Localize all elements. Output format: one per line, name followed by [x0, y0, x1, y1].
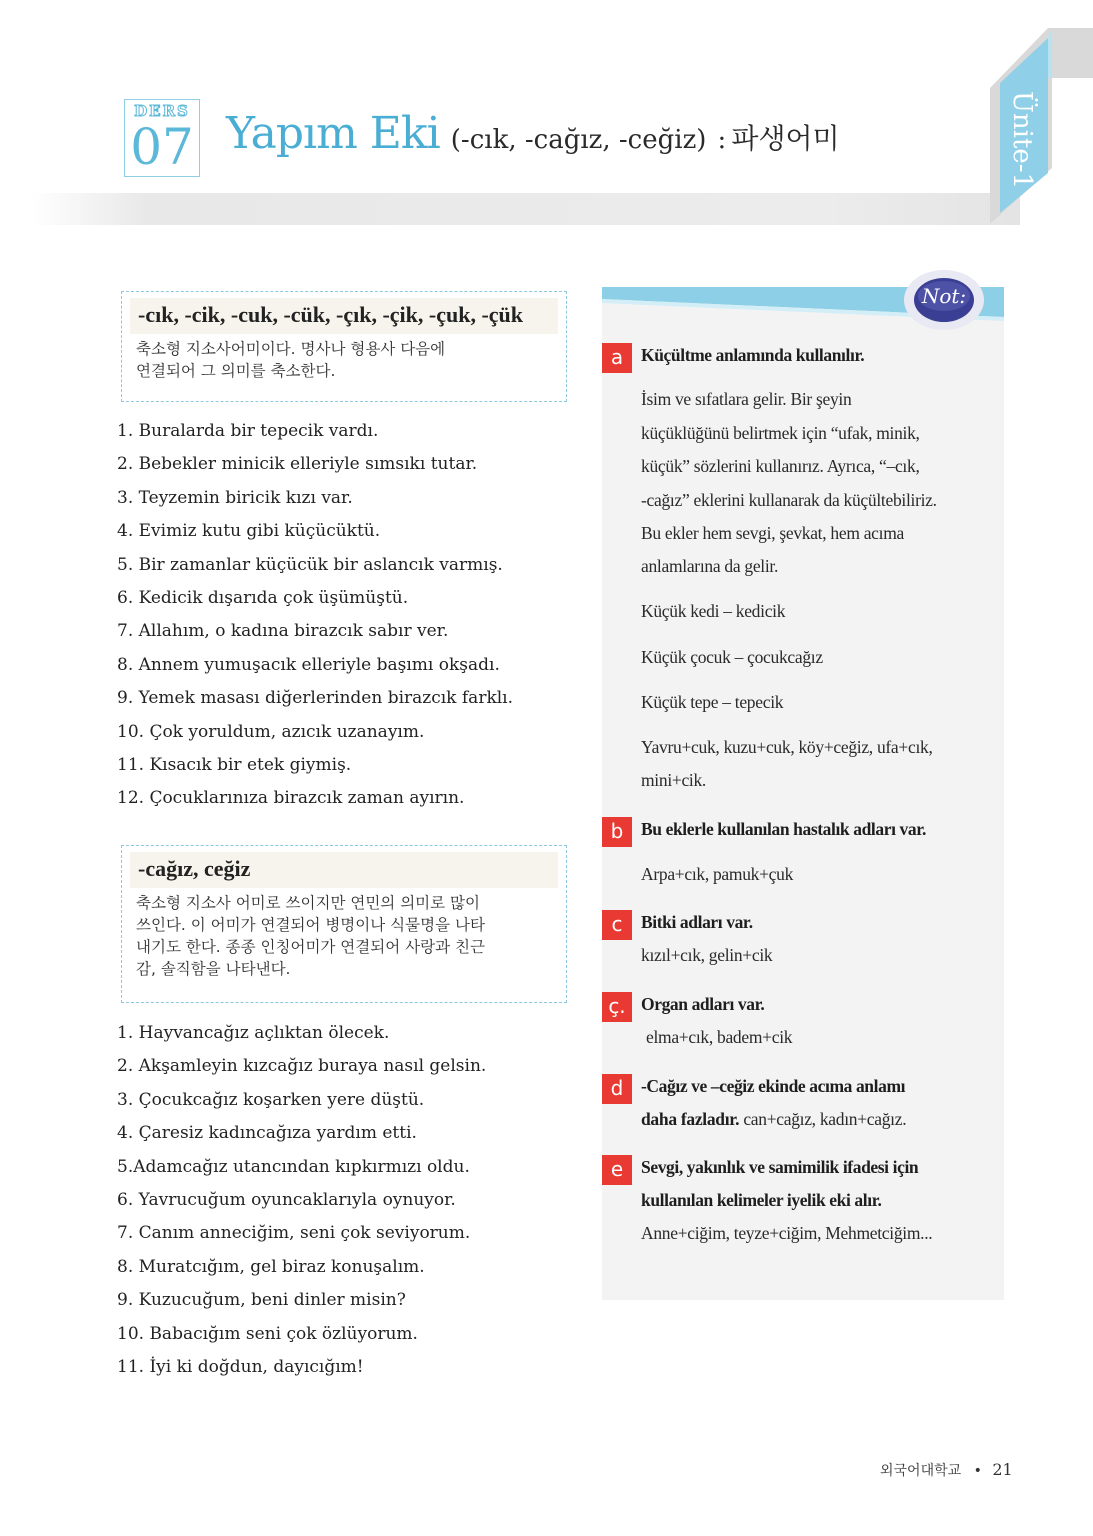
note-line: Bu ekler hem sevgi, şevkat, hem acıma: [641, 523, 904, 543]
lesson-badge: [124, 99, 200, 177]
note-marker-c-cedilla: ç.: [602, 992, 632, 1022]
example-item: 4. Evimiz kutu gibi küçücüktü.: [117, 521, 381, 542]
note-example: Arpa+cık, pamuk+çuk: [641, 864, 794, 884]
title-korean: 파생어미: [731, 122, 840, 155]
rule-desc-line: 축소형 지소사 어미로 쓰이지만 연민의 의미로 많이: [136, 894, 480, 912]
note-marker-b: b: [602, 817, 632, 847]
note-example: Yavru+cuk, kuzu+cuk, köy+ceğiz, ufa+cık,: [641, 737, 933, 757]
example-item: 1. Hayvancağız açlıktan ölecek.: [117, 1023, 390, 1043]
example-item: 6. Yavrucuğum oyuncaklarıyla oynuyor.: [117, 1189, 456, 1210]
rule-box-cik: [121, 291, 567, 402]
example-item: 1. Buralarda bir tepecik vardı.: [117, 421, 379, 441]
example-item: 10. Çok yoruldum, azıcık uzanayım.: [117, 721, 425, 742]
note-marker-e: e: [602, 1155, 632, 1185]
example-item: 11. Kısacık bir etek giymiş.: [117, 754, 352, 775]
example-item: 6. Kedicik dışarıda çok üşümüştü.: [117, 587, 409, 608]
note-pair: Küçük tepe – tepecik: [641, 692, 784, 712]
page-number: 21: [992, 1460, 1013, 1479]
example-item: 9. Yemek masası diğerlerinden birazcık farklı.: [117, 688, 514, 709]
note-heading-continued: kullanılan kelimeler iyelik eki alır.: [641, 1190, 882, 1210]
note-pair: Küçük kedi – kedicik: [641, 601, 786, 621]
note-heading-continued: daha fazladır.: [641, 1109, 740, 1129]
lesson-badge-label: DERS: [134, 102, 190, 120]
note-example: elma+cık, badem+cik: [646, 1027, 793, 1047]
example-item: 2. Akşamleyin kızcağız buraya nasıl gelsin.: [117, 1056, 487, 1077]
example-item: 4. Çaresiz kadıncağıza yardım etti.: [117, 1123, 417, 1144]
rule-heading: -cağız, ceğiz: [130, 852, 558, 888]
title-separator: :: [717, 125, 727, 155]
example-item: 7. Allahım, o kadına birazcık sabır ver.: [117, 621, 449, 642]
example-item: 3. Teyzemin biricik kızı var.: [117, 487, 353, 508]
rule-box-cagiz: [121, 845, 567, 1003]
note-heading: -Cağız ve –ceğiz ekinde acıma anlamı: [641, 1076, 906, 1096]
page-footer: [880, 1460, 1013, 1480]
note-marker-c: c: [602, 910, 632, 940]
note-line: küçük” sözlerini kullanırız. Ayrıca, “–cık,: [641, 456, 920, 476]
note-marker-a: a: [602, 343, 632, 373]
note-example: mini+cik.: [641, 770, 707, 790]
title-main: Yapım Eki: [226, 108, 440, 159]
note-heading: Bu eklerle kullanılan hastalık adları var.: [641, 819, 926, 839]
lesson-number: 07: [130, 118, 194, 176]
note-heading: Sevgi, yakınlık ve samimilik ifadesi için: [641, 1157, 919, 1177]
note-line: İsim ve sıfatlara gelir. Bir şeyin: [641, 389, 852, 409]
note-pair: Küçük çocuk – çocukcağız: [641, 647, 823, 667]
example-item: 2. Bebekler minicik elleriyle sımsıkı tutar.: [117, 454, 478, 475]
note-example: Anne+ciğim, teyze+ciğim, Mehmetciğim...: [641, 1223, 933, 1243]
example-item: 5.Adamcağız utancından kıpkırmızı oldu.: [117, 1156, 470, 1177]
rule-desc-line: 축소형 지소사어미이다. 명사나 형용사 다음에: [136, 340, 446, 358]
rule-desc-line: 내기도 한다. 종종 인칭어미가 연결되어 사랑과 친근: [136, 938, 485, 956]
example-item: 8. Muratcığım, gel biraz konuşalım.: [117, 1256, 425, 1277]
example-item: 10. Babacığım seni çok özlüyorum.: [117, 1323, 418, 1344]
rule-desc-line: 감, 솔직함을 나타낸다.: [136, 960, 291, 978]
note-heading: Küçültme anlamında kullanılır.: [641, 345, 865, 365]
note-example: kızıl+cık, gelin+cik: [641, 945, 773, 965]
note-badge-label: Not:: [921, 284, 967, 308]
example-item: 3. Çocukcağız koşarken yere düştü.: [117, 1089, 425, 1110]
rule-heading: -cık, -cik, -cuk, -cük, -çık, -çik, -çuk, -çük: [130, 298, 558, 334]
example-item: 12. Çocuklarınıza birazcık zaman ayırın.: [117, 788, 465, 809]
note-heading: Bitki adları var.: [641, 912, 753, 932]
page-title: [226, 108, 840, 159]
example-list-cagiz: [117, 1017, 486, 1384]
header-band: [30, 193, 1020, 225]
note-marker-d: d: [602, 1074, 632, 1104]
footer-bullet: •: [973, 1463, 982, 1479]
note-line: -cağız” eklerini kullanarak da küçültebiliriz.: [641, 490, 937, 510]
footer-school: 외국어대학교: [880, 1463, 962, 1479]
example-item: 9. Kuzucuğum, beni dinler misin?: [117, 1290, 406, 1311]
rule-description: [136, 892, 552, 980]
note-line: küçüklüğünü belirtmek için “ufak, minik,: [641, 423, 920, 443]
title-suffixes: (-cık, -cağız, -ceğiz): [450, 125, 707, 155]
rule-description: [136, 338, 552, 382]
note-example: can+cağız, kadın+cağız.: [743, 1109, 907, 1129]
example-list-cik: [117, 415, 513, 816]
note-line: [641, 1109, 906, 1130]
example-item: 5. Bir zamanlar küçücük bir aslancık varmış.: [117, 554, 503, 575]
rule-desc-line: 쓰인다. 이 어미가 연결되어 병명이나 식물명을 나타: [136, 916, 485, 934]
rule-desc-line: 연결되어 그 의미를 축소한다.: [136, 362, 336, 380]
example-item: 8. Annem yumuşacık elleriyle başımı okşadı.: [117, 654, 500, 675]
example-item: 11. İyi ki doğdun, dayıcığım!: [117, 1356, 364, 1377]
unit-label: Ünite-1: [1007, 90, 1037, 190]
note-line: anlamlarına da gelir.: [641, 556, 779, 576]
note-heading: Organ adları var.: [641, 994, 765, 1014]
example-item: 7. Canım anneciğim, seni çok seviyorum.: [117, 1223, 471, 1244]
